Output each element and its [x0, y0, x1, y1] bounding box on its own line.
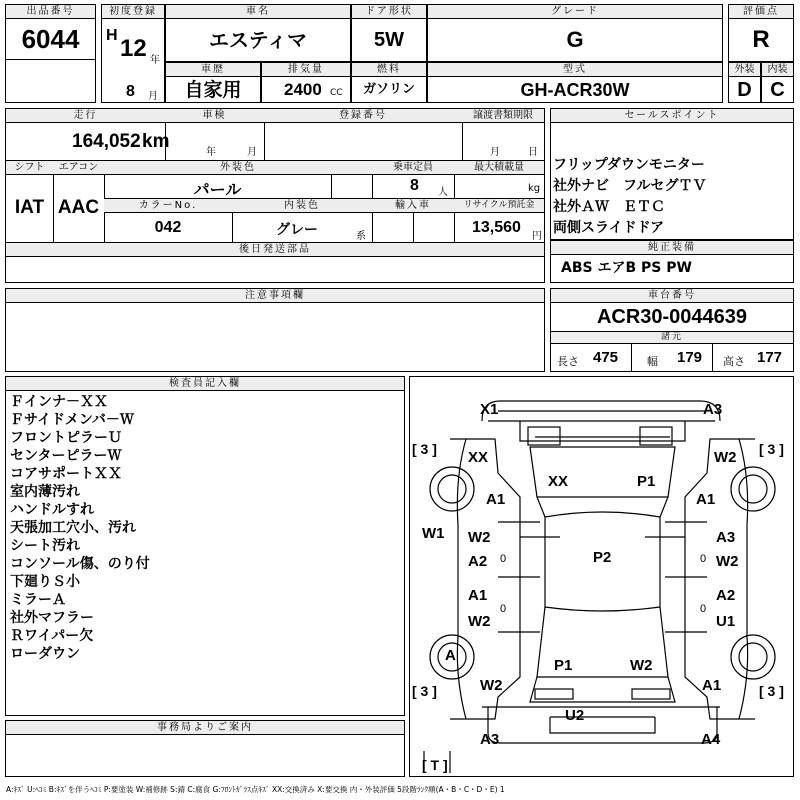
- mark-w1: W1: [422, 525, 445, 542]
- era: H: [106, 27, 118, 44]
- displacement-unit: CC: [330, 88, 343, 98]
- later-parts-label: 後日発送部品: [6, 243, 544, 257]
- inspector-note-line: コンソール傷、のり付: [10, 556, 150, 572]
- mark-a1-right-rear: A1: [702, 677, 722, 694]
- transfer-day-unit: 日: [528, 147, 538, 158]
- inspector-box: [5, 376, 405, 716]
- chassis-label: 車台番号: [551, 289, 793, 303]
- exterior-box: [728, 62, 761, 103]
- recycle-label: リサイクル預託金: [454, 199, 544, 213]
- legend: A:ｷｽﾞ U:ﾍｺﾐ B:ｷｽﾞを伴うﾍｺﾐ P:要塗装 W:補修跡 S:錆 C:腐食 G:ﾌﾛﾝﾄｶﾞﾗｽ点ｷｽﾞ XX:交換済み X:要交換 内・外装評価 5段階ﾗﾝｸ順(A・B・C・D・E) 1: [6, 785, 505, 794]
- inspector-note-line: 社外マフラー: [10, 610, 94, 626]
- specs-label: 諸元: [551, 332, 793, 344]
- transfer-month-unit: 月: [490, 147, 500, 158]
- doors-label: ドア形状: [352, 5, 426, 19]
- car-diagram: [409, 376, 794, 777]
- int-color-unit: 系: [356, 231, 366, 242]
- score-label: 評価点: [729, 5, 793, 19]
- history: 自家用: [184, 79, 242, 101]
- mileage-label: 走行: [6, 109, 166, 123]
- mark-zero-r2: 0: [700, 603, 707, 615]
- notes-box: [5, 288, 545, 372]
- sales-point-item: 社外ナビ フルセグＴＶ: [553, 178, 707, 194]
- fuel: ガソリン: [362, 82, 415, 97]
- mileage-unit: km: [142, 131, 170, 152]
- inspector-label: 検査員記入欄: [6, 377, 404, 391]
- color-no: 042: [154, 219, 182, 236]
- inspector-note-line: フロントピラーＵ: [10, 430, 122, 446]
- inspector-note-line: 室内薄汚れ: [10, 484, 80, 500]
- grade-label: グレード: [428, 5, 722, 19]
- score-box: [728, 4, 794, 62]
- car-name: エスティマ: [209, 28, 307, 52]
- mark-a1-right: A1: [696, 491, 716, 508]
- interior-label: 内装: [762, 63, 793, 77]
- score: R: [752, 26, 770, 53]
- ext-color-label: 外装色: [104, 161, 373, 175]
- notes-label: 注意事項欄: [6, 289, 544, 303]
- color-no-label: カラーNo.: [104, 199, 233, 213]
- first-registration-box: [101, 4, 165, 103]
- history-box: [165, 62, 261, 103]
- height: 177: [757, 349, 783, 366]
- inspector-note-line: シート汚れ: [10, 538, 80, 554]
- grade: G: [566, 27, 584, 52]
- doors: 5W: [374, 29, 404, 51]
- inspector-note-line: Ｆインナ－ＸＸ: [10, 394, 108, 410]
- reg-month: 8: [126, 83, 135, 100]
- sales-points-label: セールスポイント: [551, 109, 793, 123]
- mark-zero-r1: 0: [700, 553, 707, 565]
- mark-xx-hood: XX: [548, 473, 569, 490]
- model-label: 型式: [428, 63, 722, 77]
- car-name-box: [165, 4, 351, 62]
- reg-year: 12: [120, 35, 147, 62]
- first-reg-label: 初度登録: [102, 5, 164, 19]
- displacement: 2400: [284, 80, 322, 99]
- model: GH-ACR30W: [520, 80, 630, 100]
- shift-label: シフト: [6, 161, 54, 175]
- lot-number: 6044: [21, 24, 80, 54]
- mileage: 164,052: [72, 131, 141, 152]
- length-label: 長さ: [557, 355, 579, 368]
- equipment-box: [550, 240, 794, 283]
- import-label: 輸入車: [372, 199, 455, 213]
- inspector-note-line: コアサポートＸＸ: [10, 466, 122, 482]
- tire-front-right: [ 3 ]: [759, 441, 784, 457]
- history-label: 車歴: [166, 63, 260, 77]
- sales-point-item: 両側スライドドア: [553, 220, 665, 236]
- exterior-label: 外装: [729, 63, 760, 77]
- mark-p1-rear: P1: [554, 657, 573, 674]
- mark-zero-l2: 0: [500, 603, 507, 615]
- inspection-label: 車検: [165, 109, 265, 123]
- office-box: [5, 720, 405, 777]
- inspector-note-line: ミラーＡ: [10, 592, 66, 608]
- capacity-unit: 人: [438, 187, 448, 198]
- sales-points-box: [550, 108, 794, 240]
- width-label: 幅: [647, 355, 658, 368]
- office-label: 事務局よりご案内: [6, 721, 404, 735]
- capacity: 8: [410, 177, 419, 194]
- shift: IAT: [14, 197, 45, 218]
- sales-point-item: フリップダウンモニター: [553, 157, 705, 173]
- mark-a-wheel: A: [445, 647, 456, 664]
- displacement-box: [261, 62, 351, 103]
- inspector-note-line: Ｒワイパー欠: [10, 628, 94, 644]
- model-box: [427, 62, 723, 103]
- height-label: 高さ: [723, 355, 745, 368]
- mark-u1-rd2: U1: [716, 613, 736, 630]
- fuel-label: 燃料: [352, 63, 426, 77]
- mark-a2-rd2: A2: [716, 587, 736, 604]
- inspector-note-line: ローダウン: [10, 646, 80, 662]
- ac-label: エアコン: [53, 161, 105, 175]
- inspector-note-line: 下廻りＳ小: [10, 574, 80, 590]
- mark-x1: X1: [480, 401, 499, 418]
- max-load-label: 最大積載量: [454, 161, 544, 175]
- int-color-label: 内装色: [232, 199, 373, 213]
- tire-rear-right: [ 3 ]: [759, 683, 784, 699]
- tire-rear-left: [ 3 ]: [412, 683, 437, 699]
- insp-year-unit: 年: [206, 147, 216, 158]
- grade-box: [427, 4, 723, 62]
- interior-score: C: [770, 79, 785, 101]
- chassis-number: ACR30-0044639: [551, 303, 793, 332]
- max-load-unit: kg: [528, 183, 541, 194]
- year-unit: 年: [150, 55, 160, 66]
- mark-p1-hood: P1: [637, 473, 656, 490]
- doors-box: [351, 4, 427, 62]
- recycle-unit: 円: [532, 231, 542, 242]
- capacity-label: 乗車定員: [372, 161, 455, 175]
- equipment: ABS エアB PS PW: [561, 260, 692, 276]
- inspector-notes: [6, 391, 404, 663]
- sales-point-item: 社外ＡＷ ＥＴＣ: [553, 199, 665, 215]
- mark-a1-ld2: A1: [468, 587, 488, 604]
- inspector-note-line: Ｆサイドメンバ－Ｗ: [10, 412, 134, 428]
- month-unit: 月: [148, 91, 158, 102]
- mark-xx-left: XX: [468, 449, 489, 466]
- mark-w2-left-rear: W2: [480, 677, 503, 694]
- sales-points-list: [551, 123, 793, 239]
- fuel-box: [351, 62, 427, 103]
- equipment-label: 純正装備: [551, 241, 793, 255]
- ac: AAC: [57, 197, 100, 218]
- lot-box: [5, 4, 96, 103]
- mark-w2-rd1: W2: [716, 553, 739, 570]
- mark-w2-right: W2: [714, 449, 737, 466]
- length: 475: [593, 349, 619, 366]
- car-name-label: 車名: [166, 5, 350, 19]
- mark-w2-ld1: W2: [468, 529, 491, 546]
- inspector-note-line: ハンドルすれ: [10, 502, 94, 518]
- mark-a3-top: A3: [703, 401, 723, 418]
- chassis-box: [550, 288, 794, 372]
- car-outline: [410, 377, 794, 777]
- mark-a2-ld1: A2: [468, 553, 488, 570]
- tire-front-left: [ 3 ]: [412, 441, 437, 457]
- mark-w2-ld2: W2: [468, 613, 491, 630]
- inspector-note-line: センターピラーＷ: [10, 448, 122, 464]
- mark-a4-bottom: A4: [701, 731, 721, 748]
- lot-label: 出品番号: [6, 5, 95, 19]
- interior-box: [761, 62, 794, 103]
- spare-tire: [ T ]: [422, 757, 448, 773]
- width: 179: [677, 349, 703, 366]
- mark-w2-rear: W2: [630, 657, 653, 674]
- int-color: グレー: [276, 222, 318, 238]
- exterior-score: D: [737, 79, 752, 101]
- mark-a1-left: A1: [486, 491, 506, 508]
- mark-a3-rd1: A3: [716, 529, 736, 546]
- transfer-label: 譲渡書類期限: [462, 109, 544, 123]
- reg-no-label: 登録番号: [264, 109, 463, 123]
- insp-month-unit: 月: [247, 147, 257, 158]
- mark-zero-l1: 0: [500, 553, 507, 565]
- mark-a3-bottom: A3: [480, 731, 500, 748]
- mark-u2: U2: [565, 707, 585, 724]
- details-block: [5, 108, 545, 283]
- recycle: 13,560: [472, 219, 521, 236]
- displacement-label: 排気量: [262, 63, 350, 77]
- inspector-note-line: 天張加工穴小、汚れ: [10, 520, 136, 536]
- mark-p2: P2: [593, 549, 612, 566]
- ext-color: パール: [193, 180, 242, 199]
